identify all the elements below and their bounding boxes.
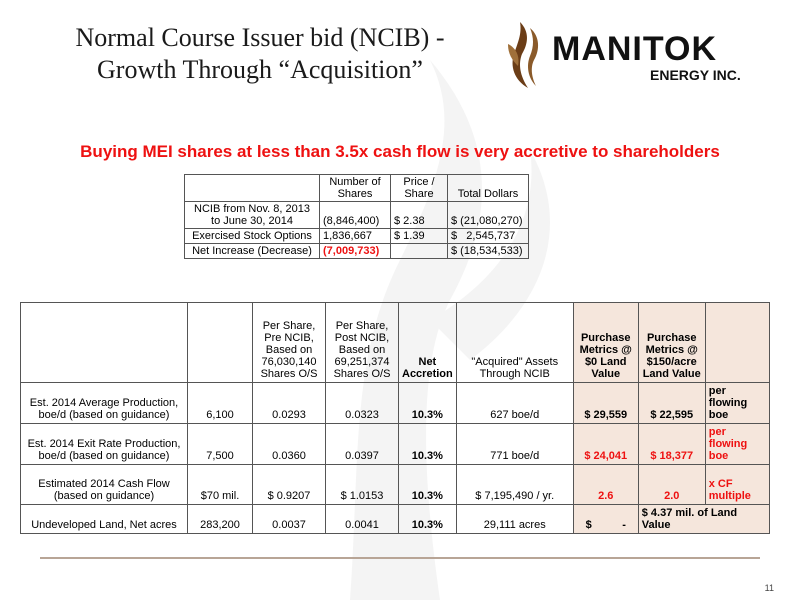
table-cell: 10.3% <box>399 465 457 505</box>
header-cell <box>188 303 253 383</box>
manitok-logo <box>500 14 790 94</box>
table-cell: per flowing boe <box>705 424 769 465</box>
row-label: Exercised Stock Options <box>185 229 320 244</box>
table-cell: 10.3% <box>399 424 457 465</box>
header-cell <box>705 303 769 383</box>
title-line-1: Normal Course Issuer bid (NCIB) - <box>75 23 445 52</box>
table-cell: $ 4.37 mil. of Land Value <box>638 505 769 534</box>
header-cell: Number of Shares <box>320 175 391 202</box>
table-cell: 1,836,667 <box>320 229 391 244</box>
page-number: 11 <box>764 583 774 593</box>
row-label: Est. 2014 Average Production, boe/d (based on guidance) <box>21 383 188 424</box>
table-cell: per flowing boe <box>705 383 769 424</box>
table-cell: $ 29,559 <box>573 383 638 424</box>
table-cell: 10.3% <box>399 505 457 534</box>
header-cell: Purchase Metrics @ $150/acre Land Value <box>638 303 705 383</box>
table-row <box>21 383 770 424</box>
table-cell: 283,200 <box>188 505 253 534</box>
table-cell: 2.0 <box>638 465 705 505</box>
table-cell: 771 boe/d <box>456 424 573 465</box>
table-cell: (7,009,733) <box>320 244 391 259</box>
table-header-row <box>21 303 770 383</box>
table-row <box>21 505 770 534</box>
table-cell: 10.3% <box>399 383 457 424</box>
header-cell <box>185 175 320 202</box>
table-cell: 0.0360 <box>253 424 326 465</box>
row-label: Undeveloped Land, Net acres <box>21 505 188 534</box>
table-cell: $ (21,080,270) <box>448 202 529 229</box>
table-cell: 29,111 acres <box>456 505 573 534</box>
ncib-summary-table <box>184 174 529 259</box>
table-cell: $ 22,595 <box>638 383 705 424</box>
header-cell: Per Share, Post NCIB, Based on 69,251,374 Shares O/S <box>326 303 399 383</box>
title-line-2: Growth Through “Acquisition” <box>97 55 423 84</box>
table-cell: x CF multiple <box>705 465 769 505</box>
table-row <box>185 244 529 259</box>
table-cell: 0.0323 <box>326 383 399 424</box>
row-label: Est. 2014 Exit Rate Production, boe/d (based on guidance) <box>21 424 188 465</box>
table-cell: $ (18,534,533) <box>448 244 529 259</box>
table-cell <box>391 244 448 259</box>
row-label: NCIB from Nov. 8, 2013 to June 30, 2014 <box>185 202 320 229</box>
header-cell: Price / Share <box>391 175 448 202</box>
table-cell: $ 0.9207 <box>253 465 326 505</box>
table-cell: 0.0041 <box>326 505 399 534</box>
header-cell: Total Dollars <box>448 175 529 202</box>
table-cell: $ 7,195,490 / yr. <box>456 465 573 505</box>
table-cell: 0.0037 <box>253 505 326 534</box>
table-cell: $ 2,545,737 <box>448 229 529 244</box>
accretion-table <box>20 302 770 534</box>
row-label: Estimated 2014 Cash Flow (based on guidance) <box>21 465 188 505</box>
table-cell: 0.0293 <box>253 383 326 424</box>
table-cell: $ 1.39 <box>391 229 448 244</box>
table-row <box>185 229 529 244</box>
table-cell: $ 18,377 <box>638 424 705 465</box>
table-cell: $ 2.38 <box>391 202 448 229</box>
table-cell: 627 boe/d <box>456 383 573 424</box>
header-cell: Purchase Metrics @ $0 Land Value <box>573 303 638 383</box>
table-row <box>185 202 529 229</box>
row-label: Net Increase (Decrease) <box>185 244 320 259</box>
table-row <box>21 424 770 465</box>
svg-text:MANITOK: MANITOK <box>552 30 718 68</box>
header-cell: "Acquired" Assets Through NCIB <box>456 303 573 383</box>
table-cell: 7,500 <box>188 424 253 465</box>
table-cell: 0.0397 <box>326 424 399 465</box>
header-cell: Per Share, Pre NCIB, Based on 76,030,140 Shares O/S <box>253 303 326 383</box>
table-cell: $ - <box>573 505 638 534</box>
svg-text:ENERGY INC.: ENERGY INC. <box>650 67 741 83</box>
table-cell: $70 mil. <box>188 465 253 505</box>
table-cell: 2.6 <box>573 465 638 505</box>
page-title <box>20 22 500 86</box>
header-cell: Net Accretion <box>399 303 457 383</box>
footer-divider <box>40 557 760 559</box>
table-header-row <box>185 175 529 202</box>
table-cell: $ 24,041 <box>573 424 638 465</box>
table-cell: 6,100 <box>188 383 253 424</box>
table-row <box>21 465 770 505</box>
header-cell <box>21 303 188 383</box>
table-cell: $ 1.0153 <box>326 465 399 505</box>
slide-subtitle: Buying MEI shares at less than 3.5x cash flow is very accretive to shareholders <box>80 142 720 161</box>
table-cell: (8,846,400) <box>320 202 391 229</box>
